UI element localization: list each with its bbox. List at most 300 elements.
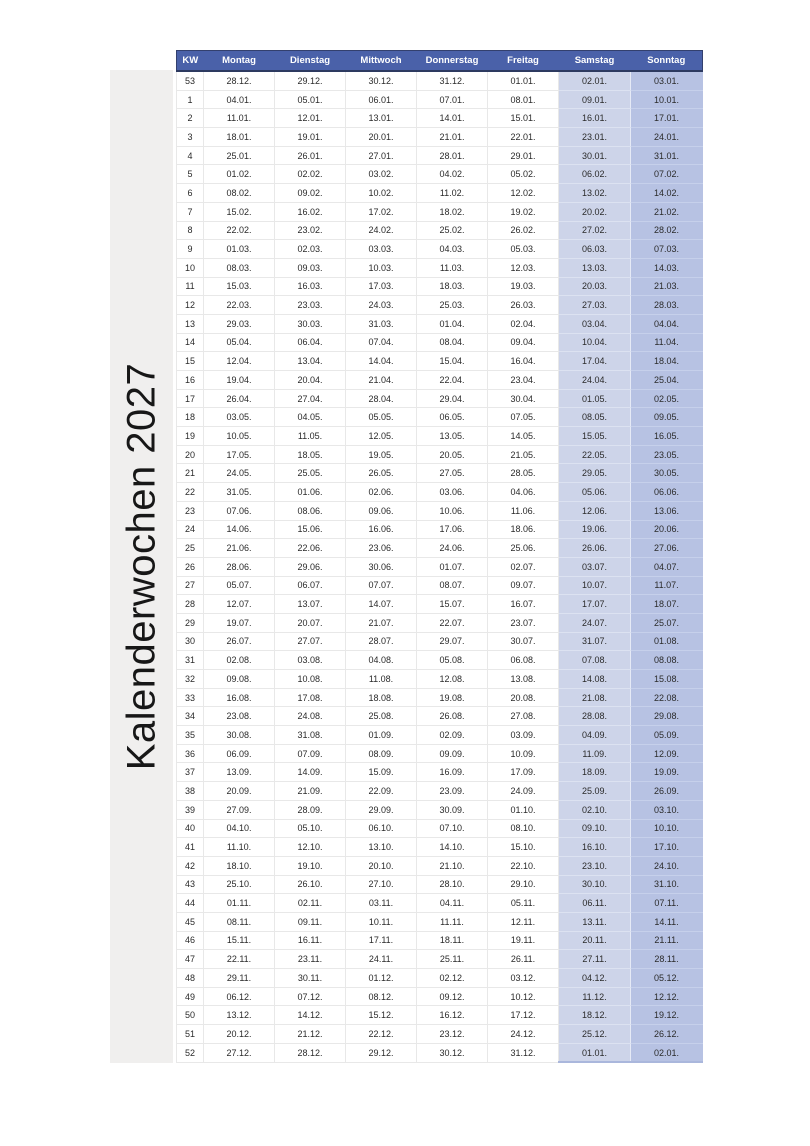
column-header-dienstag: Dienstag (275, 51, 346, 72)
table-row (177, 950, 703, 969)
table-row (177, 763, 703, 782)
date-cell: 22.09. (346, 782, 417, 801)
date-cell: 07.12. (275, 987, 346, 1006)
date-cell: 24.07. (559, 613, 631, 632)
date-cell: 08.12. (346, 987, 417, 1006)
date-cell: 25.07. (631, 613, 703, 632)
date-cell: 03.12. (488, 969, 559, 988)
date-cell: 05.11. (488, 894, 559, 913)
kw-cell: 53 (177, 71, 204, 90)
date-cell: 12.06. (559, 501, 631, 520)
date-cell: 09.11. (275, 912, 346, 931)
date-cell: 23.07. (488, 613, 559, 632)
table-row (177, 333, 703, 352)
date-cell: 17.03. (346, 277, 417, 296)
date-cell: 18.10. (204, 856, 275, 875)
table-row (177, 445, 703, 464)
date-cell: 10.03. (346, 258, 417, 277)
table-row (177, 856, 703, 875)
date-cell: 24.06. (417, 539, 488, 558)
date-cell: 09.04. (488, 333, 559, 352)
date-cell: 06.09. (204, 744, 275, 763)
date-cell: 23.10. (559, 856, 631, 875)
kw-cell: 33 (177, 688, 204, 707)
table-row (177, 501, 703, 520)
date-cell: 11.09. (559, 744, 631, 763)
kw-cell: 24 (177, 520, 204, 539)
kw-cell: 29 (177, 613, 204, 632)
date-cell: 09.02. (275, 184, 346, 203)
date-cell: 10.08. (275, 670, 346, 689)
date-cell: 28.10. (417, 875, 488, 894)
date-cell: 05.05. (346, 408, 417, 427)
date-cell: 30.10. (559, 875, 631, 894)
date-cell: 02.05. (631, 389, 703, 408)
date-cell: 05.07. (204, 576, 275, 595)
kw-cell: 25 (177, 539, 204, 558)
date-cell: 19.06. (559, 520, 631, 539)
date-cell: 10.05. (204, 427, 275, 446)
table-header (177, 51, 703, 72)
date-cell: 22.07. (417, 613, 488, 632)
date-cell: 16.12. (417, 1006, 488, 1025)
date-cell: 14.11. (631, 912, 703, 931)
date-cell: 27.08. (488, 707, 559, 726)
date-cell: 28.06. (204, 557, 275, 576)
date-cell: 11.02. (417, 184, 488, 203)
date-cell: 25.09. (559, 782, 631, 801)
date-cell: 04.11. (417, 894, 488, 913)
date-cell: 12.07. (204, 595, 275, 614)
date-cell: 08.04. (417, 333, 488, 352)
date-cell: 08.09. (346, 744, 417, 763)
kw-cell: 41 (177, 838, 204, 857)
date-cell: 28.12. (204, 71, 275, 90)
date-cell: 30.07. (488, 632, 559, 651)
date-cell: 17.05. (204, 445, 275, 464)
date-cell: 18.08. (346, 688, 417, 707)
date-cell: 03.05. (204, 408, 275, 427)
date-cell: 29.08. (631, 707, 703, 726)
kw-cell: 19 (177, 427, 204, 446)
date-cell: 30.12. (417, 1043, 488, 1062)
date-cell: 28.12. (275, 1043, 346, 1062)
date-cell: 29.03. (204, 314, 275, 333)
date-cell: 20.12. (204, 1025, 275, 1044)
kw-cell: 5 (177, 165, 204, 184)
column-header-donnerstag: Donnerstag (417, 51, 488, 72)
date-cell: 19.05. (346, 445, 417, 464)
date-cell: 28.11. (631, 950, 703, 969)
table-row (177, 931, 703, 950)
date-cell: 07.03. (631, 240, 703, 259)
date-cell: 12.01. (275, 109, 346, 128)
date-cell: 15.07. (417, 595, 488, 614)
table-row (177, 389, 703, 408)
kw-cell: 26 (177, 557, 204, 576)
date-cell: 15.05. (559, 427, 631, 446)
date-cell: 18.05. (275, 445, 346, 464)
date-cell: 01.09. (346, 726, 417, 745)
kw-cell: 42 (177, 856, 204, 875)
date-cell: 16.11. (275, 931, 346, 950)
date-cell: 31.12. (417, 71, 488, 90)
date-cell: 13.06. (631, 501, 703, 520)
date-cell: 13.05. (417, 427, 488, 446)
kw-cell: 8 (177, 221, 204, 240)
date-cell: 06.04. (275, 333, 346, 352)
table-body (177, 71, 703, 1062)
date-cell: 06.11. (559, 894, 631, 913)
date-cell: 07.02. (631, 165, 703, 184)
date-cell: 12.02. (488, 184, 559, 203)
kw-cell: 32 (177, 670, 204, 689)
table-row (177, 726, 703, 745)
date-cell: 28.07. (346, 632, 417, 651)
date-cell: 08.02. (204, 184, 275, 203)
date-cell: 19.12. (631, 1006, 703, 1025)
date-cell: 01.02. (204, 165, 275, 184)
date-cell: 06.01. (346, 90, 417, 109)
table-row (177, 1006, 703, 1025)
kw-cell: 23 (177, 501, 204, 520)
date-cell: 29.09. (346, 800, 417, 819)
date-cell: 28.05. (488, 464, 559, 483)
date-cell: 05.09. (631, 726, 703, 745)
date-cell: 30.03. (275, 314, 346, 333)
date-cell: 08.03. (204, 258, 275, 277)
date-cell: 01.08. (631, 632, 703, 651)
kw-cell: 48 (177, 969, 204, 988)
date-cell: 20.07. (275, 613, 346, 632)
date-cell: 06.12. (204, 987, 275, 1006)
date-cell: 24.10. (631, 856, 703, 875)
date-cell: 08.06. (275, 501, 346, 520)
date-cell: 12.12. (631, 987, 703, 1006)
date-cell: 12.04. (204, 352, 275, 371)
date-cell: 26.04. (204, 389, 275, 408)
date-cell: 21.06. (204, 539, 275, 558)
date-cell: 06.10. (346, 819, 417, 838)
table-row (177, 557, 703, 576)
date-cell: 14.04. (346, 352, 417, 371)
date-cell: 03.08. (275, 651, 346, 670)
date-cell: 18.06. (488, 520, 559, 539)
date-cell: 11.03. (417, 258, 488, 277)
page-title: Kalenderwochen 2027 (119, 362, 163, 771)
table-row (177, 744, 703, 763)
date-cell: 15.12. (346, 1006, 417, 1025)
date-cell: 06.06. (631, 483, 703, 502)
date-cell: 15.08. (631, 670, 703, 689)
table-row (177, 277, 703, 296)
date-cell: 28.03. (631, 296, 703, 315)
date-cell: 24.08. (275, 707, 346, 726)
date-cell: 08.07. (417, 576, 488, 595)
column-header-samstag: Samstag (559, 51, 631, 72)
date-cell: 22.11. (204, 950, 275, 969)
kw-cell: 27 (177, 576, 204, 595)
date-cell: 20.01. (346, 128, 417, 147)
date-cell: 02.09. (417, 726, 488, 745)
date-cell: 31.12. (488, 1043, 559, 1062)
date-cell: 25.05. (275, 464, 346, 483)
table-row (177, 894, 703, 913)
date-cell: 07.07. (346, 576, 417, 595)
table-row (177, 912, 703, 931)
date-cell: 02.11. (275, 894, 346, 913)
date-cell: 02.01. (631, 1043, 703, 1062)
date-cell: 16.06. (346, 520, 417, 539)
table-row (177, 838, 703, 857)
date-cell: 23.03. (275, 296, 346, 315)
date-cell: 27.10. (346, 875, 417, 894)
date-cell: 18.04. (631, 352, 703, 371)
date-cell: 07.04. (346, 333, 417, 352)
date-cell: 22.04. (417, 371, 488, 390)
date-cell: 06.03. (559, 240, 631, 259)
table-row (177, 576, 703, 595)
kw-cell: 47 (177, 950, 204, 969)
table-row (177, 688, 703, 707)
date-cell: 21.08. (559, 688, 631, 707)
date-cell: 16.04. (488, 352, 559, 371)
kw-cell: 45 (177, 912, 204, 931)
date-cell: 07.08. (559, 651, 631, 670)
date-cell: 10.07. (559, 576, 631, 595)
date-cell: 01.03. (204, 240, 275, 259)
date-cell: 09.07. (488, 576, 559, 595)
table-row (177, 146, 703, 165)
date-cell: 11.12. (559, 987, 631, 1006)
date-cell: 19.09. (631, 763, 703, 782)
date-cell: 24.01. (631, 128, 703, 147)
table-row (177, 202, 703, 221)
date-cell: 14.12. (275, 1006, 346, 1025)
date-cell: 18.07. (631, 595, 703, 614)
date-cell: 10.10. (631, 819, 703, 838)
date-cell: 09.08. (204, 670, 275, 689)
date-cell: 21.10. (417, 856, 488, 875)
date-cell: 03.07. (559, 557, 631, 576)
date-cell: 27.01. (346, 146, 417, 165)
date-cell: 13.12. (204, 1006, 275, 1025)
table-row (177, 969, 703, 988)
date-cell: 16.03. (275, 277, 346, 296)
date-cell: 20.08. (488, 688, 559, 707)
date-cell: 02.01. (559, 71, 631, 90)
date-cell: 12.03. (488, 258, 559, 277)
date-cell: 13.07. (275, 595, 346, 614)
date-cell: 30.05. (631, 464, 703, 483)
kw-cell: 15 (177, 352, 204, 371)
date-cell: 01.04. (417, 314, 488, 333)
date-cell: 23.05. (631, 445, 703, 464)
date-cell: 23.09. (417, 782, 488, 801)
column-header-mittwoch: Mittwoch (346, 51, 417, 72)
date-cell: 17.12. (488, 1006, 559, 1025)
date-cell: 20.06. (631, 520, 703, 539)
date-cell: 05.08. (417, 651, 488, 670)
date-cell: 03.02. (346, 165, 417, 184)
date-cell: 20.10. (346, 856, 417, 875)
date-cell: 04.09. (559, 726, 631, 745)
date-cell: 15.04. (417, 352, 488, 371)
date-cell: 14.10. (417, 838, 488, 857)
date-cell: 17.01. (631, 109, 703, 128)
date-cell: 10.12. (488, 987, 559, 1006)
table-row (177, 296, 703, 315)
kw-cell: 36 (177, 744, 204, 763)
date-cell: 08.08. (631, 651, 703, 670)
date-cell: 11.04. (631, 333, 703, 352)
date-cell: 12.10. (275, 838, 346, 857)
date-cell: 17.08. (275, 688, 346, 707)
kw-cell: 11 (177, 277, 204, 296)
date-cell: 21.02. (631, 202, 703, 221)
date-cell: 23.11. (275, 950, 346, 969)
date-cell: 26.12. (631, 1025, 703, 1044)
date-cell: 29.07. (417, 632, 488, 651)
date-cell: 29.05. (559, 464, 631, 483)
date-cell: 31.08. (275, 726, 346, 745)
table-row (177, 165, 703, 184)
date-cell: 22.10. (488, 856, 559, 875)
date-cell: 07.09. (275, 744, 346, 763)
date-cell: 25.11. (417, 950, 488, 969)
date-cell: 17.04. (559, 352, 631, 371)
date-cell: 09.03. (275, 258, 346, 277)
date-cell: 29.04. (417, 389, 488, 408)
date-cell: 05.06. (559, 483, 631, 502)
table-row (177, 483, 703, 502)
date-cell: 25.01. (204, 146, 275, 165)
table-row (177, 595, 703, 614)
date-cell: 30.09. (417, 800, 488, 819)
kw-cell: 13 (177, 314, 204, 333)
date-cell: 04.04. (631, 314, 703, 333)
date-cell: 01.06. (275, 483, 346, 502)
date-cell: 27.06. (631, 539, 703, 558)
date-cell: 11.10. (204, 838, 275, 857)
kw-cell: 37 (177, 763, 204, 782)
kw-cell: 18 (177, 408, 204, 427)
date-cell: 05.01. (275, 90, 346, 109)
kw-cell: 43 (177, 875, 204, 894)
date-cell: 23.08. (204, 707, 275, 726)
date-cell: 09.01. (559, 90, 631, 109)
date-cell: 25.08. (346, 707, 417, 726)
date-cell: 11.06. (488, 501, 559, 520)
date-cell: 02.08. (204, 651, 275, 670)
date-cell: 22.01. (488, 128, 559, 147)
date-cell: 10.06. (417, 501, 488, 520)
date-cell: 03.10. (631, 800, 703, 819)
date-cell: 11.08. (346, 670, 417, 689)
kw-cell: 44 (177, 894, 204, 913)
date-cell: 08.01. (488, 90, 559, 109)
table-row (177, 651, 703, 670)
table-row (177, 109, 703, 128)
table-row (177, 670, 703, 689)
date-cell: 23.01. (559, 128, 631, 147)
kw-cell: 31 (177, 651, 204, 670)
date-cell: 08.05. (559, 408, 631, 427)
table-row (177, 258, 703, 277)
date-cell: 14.07. (346, 595, 417, 614)
date-cell: 28.04. (346, 389, 417, 408)
date-cell: 03.09. (488, 726, 559, 745)
date-cell: 22.03. (204, 296, 275, 315)
date-cell: 26.07. (204, 632, 275, 651)
date-cell: 20.04. (275, 371, 346, 390)
date-cell: 13.10. (346, 838, 417, 857)
date-cell: 10.04. (559, 333, 631, 352)
date-cell: 24.03. (346, 296, 417, 315)
date-cell: 05.10. (275, 819, 346, 838)
kw-cell: 46 (177, 931, 204, 950)
date-cell: 15.01. (488, 109, 559, 128)
table-row (177, 408, 703, 427)
date-cell: 14.09. (275, 763, 346, 782)
table-row (177, 782, 703, 801)
date-cell: 18.02. (417, 202, 488, 221)
kw-cell: 1 (177, 90, 204, 109)
date-cell: 26.08. (417, 707, 488, 726)
kw-cell: 49 (177, 987, 204, 1006)
date-cell: 02.06. (346, 483, 417, 502)
date-cell: 05.02. (488, 165, 559, 184)
date-cell: 16.09. (417, 763, 488, 782)
date-cell: 27.12. (204, 1043, 275, 1062)
table-row (177, 371, 703, 390)
date-cell: 29.10. (488, 875, 559, 894)
date-cell: 31.03. (346, 314, 417, 333)
date-cell: 05.12. (631, 969, 703, 988)
date-cell: 14.06. (204, 520, 275, 539)
table-row (177, 707, 703, 726)
date-cell: 24.04. (559, 371, 631, 390)
date-cell: 01.12. (346, 969, 417, 988)
date-cell: 08.10. (488, 819, 559, 838)
table-row (177, 90, 703, 109)
kw-cell: 28 (177, 595, 204, 614)
table-row (177, 184, 703, 203)
date-cell: 25.03. (417, 296, 488, 315)
kw-cell: 7 (177, 202, 204, 221)
date-cell: 30.12. (346, 71, 417, 90)
date-cell: 31.10. (631, 875, 703, 894)
date-cell: 26.09. (631, 782, 703, 801)
date-cell: 15.10. (488, 838, 559, 857)
date-cell: 19.04. (204, 371, 275, 390)
date-cell: 30.01. (559, 146, 631, 165)
date-cell: 06.02. (559, 165, 631, 184)
date-cell: 14.08. (559, 670, 631, 689)
date-cell: 16.08. (204, 688, 275, 707)
date-cell: 04.02. (417, 165, 488, 184)
kw-cell: 3 (177, 128, 204, 147)
date-cell: 19.01. (275, 128, 346, 147)
date-cell: 09.06. (346, 501, 417, 520)
date-cell: 02.02. (275, 165, 346, 184)
date-cell: 20.03. (559, 277, 631, 296)
date-cell: 20.09. (204, 782, 275, 801)
date-cell: 30.11. (275, 969, 346, 988)
date-cell: 15.11. (204, 931, 275, 950)
table-row (177, 71, 703, 90)
date-cell: 15.03. (204, 277, 275, 296)
